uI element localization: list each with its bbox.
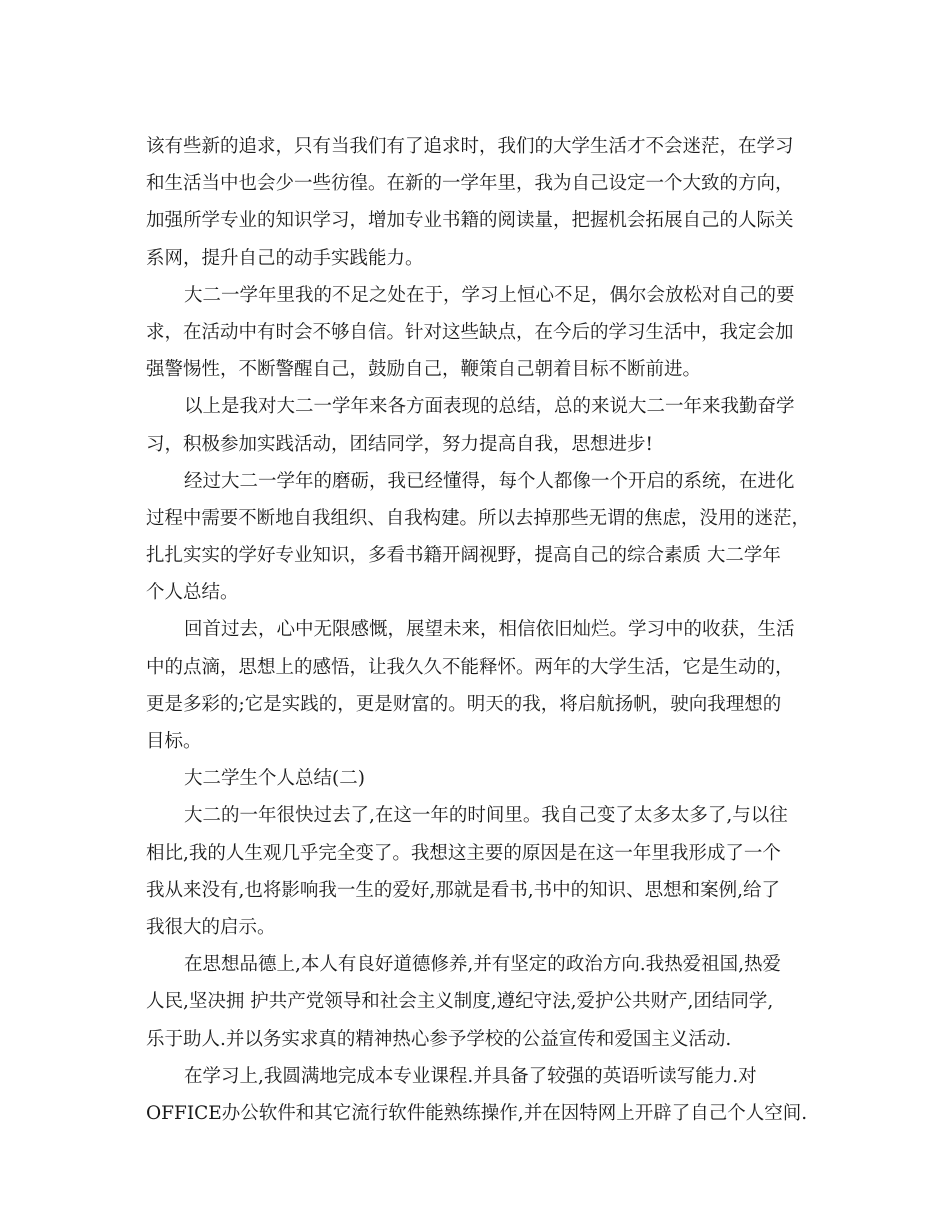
text-line: 强警惕性，不断警醒自己，鼓励自己，鞭策自己朝着目标不断前进。 bbox=[146, 359, 702, 381]
text-line: 经过大二一学年的磨砺，我已经懂得，每个人都像一个开启的系统，在进化 bbox=[184, 470, 795, 492]
text-line: 大二学生个人总结(二) bbox=[184, 768, 365, 790]
text-line: 以上是我对大二一学年来各方面表现的总结，总的来说大二一年来我勤奋学 bbox=[184, 396, 795, 418]
text-line: 习，积极参加实践活动，团结同学，努力提高自我，思想进步! bbox=[146, 433, 653, 455]
text-line: 相比,我的人生观几乎完全变了。我想这主要的原因是在这一年里我形成了一个 bbox=[146, 842, 781, 864]
text-line: 我很大的启示。 bbox=[146, 916, 276, 938]
text-line: 加强所学专业的知识学习，增加专业书籍的阅读量，把握机会拓展自己的人际关 bbox=[146, 210, 794, 232]
text-line: 目标。 bbox=[146, 731, 202, 752]
text-line: 扎扎实实的学好专业知识，多看书籍开阔视野，提高自己的综合素质 大二学年 bbox=[146, 545, 781, 567]
text-line: 更是多彩的;它是实践的，更是财富的。明天的我，将启航扬帆，驶向我理想的 bbox=[146, 693, 782, 715]
text-line: 大二一学年里我的不足之处在于，学习上恒心不足，偶尔会放松对自己的要 bbox=[184, 284, 795, 306]
text-line: 系网，提升自己的动手实践能力。 bbox=[146, 247, 424, 269]
document-body bbox=[146, 128, 810, 1132]
text-line: 乐于助人.并以务实求真的精神热心参予学校的公益宣传和爱国主义活动. bbox=[146, 1028, 732, 1050]
text-line: 在学习上,我圆满地完成本专业课程.并具备了较强的英语听读写能力.对 bbox=[184, 1065, 757, 1087]
text-line: 过程中需要不断地自我组织、自我构建。所以去掉那些无谓的焦虑，没用的迷茫， bbox=[146, 507, 810, 529]
text-line: 我从来没有,也将影响我一生的爱好,那就是看书,书中的知识、思想和案例,给了 bbox=[146, 879, 781, 901]
text-line: 求，在活动中有时会不够自信。针对这些缺点，在今后的学习生活中，我定会加 bbox=[146, 321, 794, 343]
text-line: 个人总结。 bbox=[146, 582, 239, 604]
text-line: 人民,坚决拥 护共产党领导和社会主义制度,遵纪守法,爱护公共财产,团结同学, bbox=[146, 991, 774, 1013]
text-line: 中的点滴，思想上的感悟，让我久久不能释怀。两年的大学生活，它是生动的， bbox=[146, 656, 794, 678]
text-line: 和生活当中也会少一些彷徨。在新的一学年里，我为自己设定一个大致的方向， bbox=[146, 173, 794, 195]
text-line: 大二的一年很快过去了,在这一年的时间里。我自己变了太多太多了,与以往 bbox=[184, 805, 788, 827]
text-line: 在思想品德上,本人有良好道德修养,并有坚定的政治方向.我热爱祖国,热爱 bbox=[184, 954, 782, 976]
text-line: OFFICE办公软件和其它流行软件能熟练操作,并在因特网上开辟了自己个人空间. bbox=[146, 1102, 808, 1124]
text-line: 回首过去，心中无限感慨，展望未来，相信依旧灿烂。学习中的收获，生活 bbox=[184, 619, 795, 641]
text-line: 该有些新的追求，只有当我们有了追求时，我们的大学生活才不会迷茫，在学习 bbox=[146, 136, 794, 157]
